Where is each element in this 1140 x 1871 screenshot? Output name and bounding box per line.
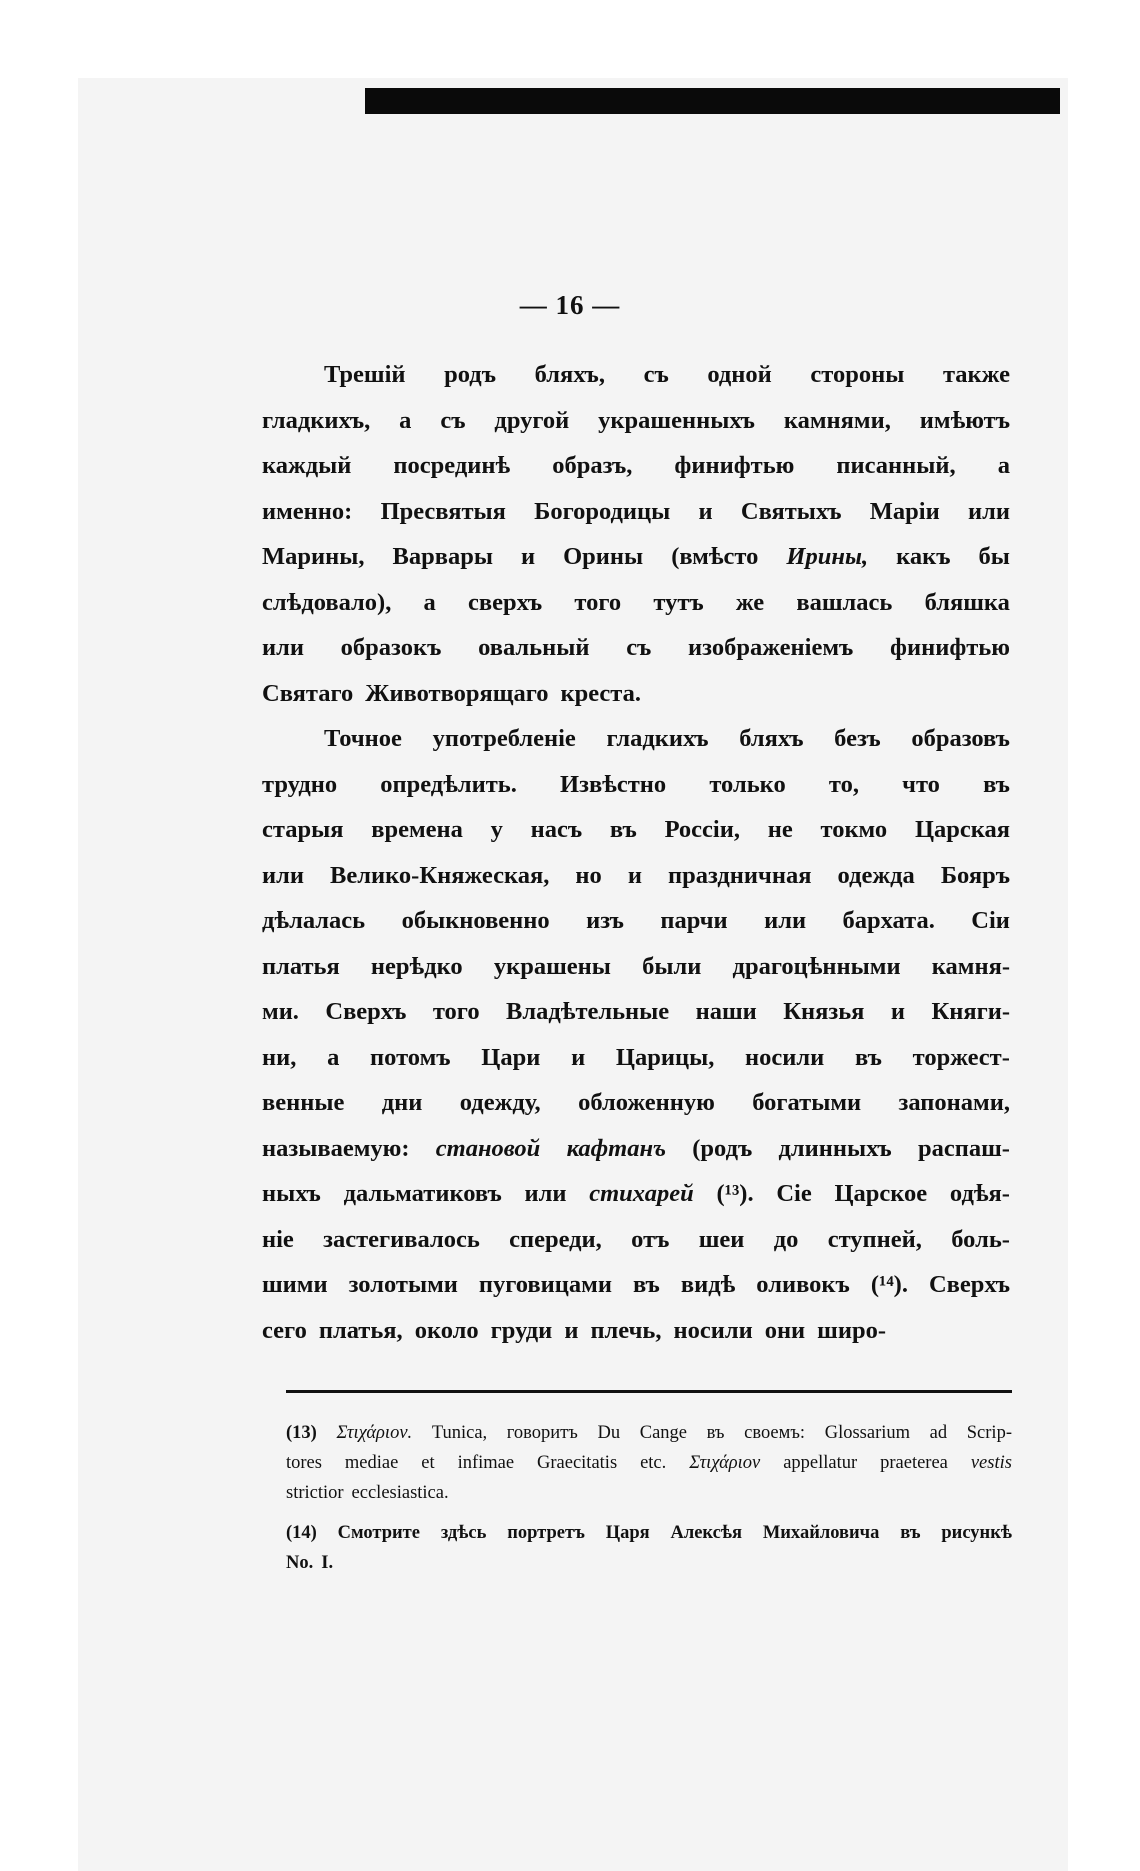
word: Владѣтельные — [506, 998, 670, 1025]
word: Пресвятыя — [380, 497, 506, 525]
word: Россіи, — [664, 816, 740, 843]
word: того — [574, 588, 622, 616]
footnote-word: Tunica, — [431, 1423, 488, 1443]
word: камнями, — [783, 406, 891, 434]
word: оливокъ — [756, 1271, 850, 1298]
word: того — [432, 998, 480, 1025]
word: какъ — [896, 543, 951, 570]
word: обыкновенно — [401, 907, 550, 934]
word: образокъ — [340, 634, 442, 661]
word: одежду, — [459, 1089, 541, 1116]
word: или — [262, 634, 304, 661]
word: торжест- — [912, 1043, 1010, 1071]
word: имѣютъ — [919, 406, 1010, 434]
footnote-word: портретъ — [507, 1523, 585, 1543]
word: одной — [707, 361, 772, 388]
word: видѣ — [680, 1271, 736, 1298]
text-line — [262, 944, 1010, 990]
footnote-line — [286, 1548, 1012, 1578]
text-line — [262, 1217, 1010, 1263]
word: (вмѣсто — [671, 543, 759, 570]
word: Князья — [783, 998, 865, 1025]
text-line — [262, 853, 1010, 899]
word: также — [942, 361, 1010, 388]
text-line — [262, 989, 1010, 1035]
word: нерѣдко — [370, 952, 463, 980]
text-line — [262, 625, 1010, 671]
word: Царицы, — [615, 1043, 715, 1071]
word: образовъ — [911, 725, 1010, 752]
word: около — [414, 1316, 479, 1344]
word: бляхъ, — [534, 361, 605, 388]
word: Трешій — [324, 361, 406, 388]
word: венные — [262, 1089, 345, 1116]
word: спереди, — [509, 1225, 602, 1253]
word: и — [520, 543, 536, 570]
footnote-line — [286, 1448, 1012, 1478]
word: Сіе — [776, 1180, 812, 1207]
text-line — [262, 671, 1010, 717]
word: ніе — [262, 1225, 294, 1253]
word: платья — [262, 952, 340, 980]
word: тутъ — [653, 588, 704, 616]
word: но — [575, 861, 602, 889]
word: Маріи — [869, 497, 940, 525]
footnote-word: praeterea — [880, 1453, 948, 1473]
footnote-word: I. — [321, 1553, 334, 1573]
word: ступней, — [827, 1225, 922, 1253]
footnote-word: Στιχάριον — [689, 1453, 761, 1473]
word: пуговицами — [478, 1271, 612, 1298]
word: финифтью — [674, 452, 795, 479]
word: финифтью — [890, 634, 1010, 661]
footnote-word: ecclesiastica. — [351, 1483, 449, 1503]
text-line — [262, 398, 1010, 444]
word: Извѣстно — [560, 770, 667, 798]
word: камня- — [931, 952, 1010, 980]
word: писанный, — [836, 452, 956, 479]
footnote-word: vestis — [970, 1453, 1012, 1473]
text-line — [262, 1126, 1010, 1172]
word: плечь, — [590, 1316, 662, 1344]
text-line — [262, 580, 1010, 626]
text-line — [262, 807, 1010, 853]
word: родъ — [444, 361, 496, 388]
word: старыя — [262, 816, 344, 843]
word: обложенную — [578, 1089, 715, 1116]
word: съ — [440, 406, 466, 434]
body-text — [262, 352, 1010, 1353]
text-line — [262, 1262, 1010, 1308]
text-line — [262, 762, 1010, 808]
word: застегивалось — [323, 1225, 480, 1253]
word: шеи — [698, 1225, 745, 1253]
text-line — [262, 1035, 1010, 1081]
footnote-13 — [286, 1418, 1012, 1508]
word: посрединѣ — [393, 452, 511, 479]
word: ни, — [262, 1043, 297, 1071]
word: съ — [643, 361, 669, 388]
word: золотыми — [348, 1271, 458, 1298]
word: Варвары — [392, 543, 493, 570]
word: изъ — [586, 907, 624, 934]
word: шими — [262, 1271, 328, 1298]
word: дѣлалась — [262, 907, 366, 934]
footnote-word: своемъ: — [744, 1423, 806, 1443]
word: другой — [494, 406, 570, 434]
word: въ — [854, 1043, 882, 1071]
word: они — [764, 1316, 806, 1344]
word: слѣдовало), — [262, 588, 392, 616]
word: (¹⁴). — [870, 1271, 908, 1298]
word: сверхъ — [468, 588, 543, 616]
footnote-word: рисункѣ — [941, 1523, 1012, 1543]
footnote-word: etc. — [640, 1453, 667, 1473]
word: отъ — [631, 1225, 670, 1253]
footnote-word: et — [421, 1453, 435, 1473]
word: парчи — [660, 907, 728, 934]
word: и — [890, 998, 905, 1025]
word: не — [767, 816, 793, 843]
footnote-word: въ — [900, 1523, 921, 1543]
word: гладкихъ, — [262, 406, 371, 434]
word: Святаго — [262, 679, 354, 707]
footnote-word: здѣсь — [440, 1523, 487, 1543]
word: овальный — [478, 634, 590, 661]
word: или — [524, 1180, 567, 1207]
footnote-word: No. — [286, 1553, 314, 1573]
footnote-word: Cange — [639, 1423, 688, 1443]
word: драгоцѣнными — [732, 952, 901, 980]
footnote-word: Алексѣя — [670, 1523, 742, 1543]
footnote-word: (13) — [286, 1423, 317, 1443]
word: только — [709, 770, 786, 798]
word: Ирины, — [786, 543, 869, 570]
word: Княги- — [931, 998, 1010, 1025]
word: стороны — [810, 361, 905, 388]
word: Царская — [914, 816, 1010, 843]
word: образъ, — [552, 452, 633, 479]
word: Сверхъ — [325, 998, 407, 1025]
word: опредѣлить. — [380, 770, 517, 798]
word: ныхъ — [262, 1180, 321, 1207]
footnote-14 — [286, 1518, 1012, 1578]
footnote-line — [286, 1478, 1012, 1508]
word: Бояръ — [940, 861, 1010, 889]
word: сего — [262, 1316, 307, 1344]
footnote-word: въ — [706, 1423, 725, 1443]
footnote-word: (14) — [286, 1523, 317, 1543]
word: Велико-Княжеская, — [330, 861, 550, 889]
word: или — [262, 861, 304, 889]
footnote-word: appellatur — [783, 1453, 858, 1473]
word: изображеніемъ — [688, 634, 854, 661]
word: или — [967, 497, 1010, 525]
word: бы — [978, 543, 1010, 570]
word: украшенныхъ — [598, 406, 755, 434]
footnote-word: Царя — [605, 1523, 650, 1543]
text-line — [262, 352, 1010, 398]
word: называемую: — [262, 1134, 410, 1162]
word: наши — [695, 998, 757, 1025]
word: и — [571, 1043, 586, 1071]
footnote-word: Смотрите — [337, 1523, 420, 1543]
footnote-word: Scrip- — [966, 1423, 1012, 1443]
word: въ — [983, 770, 1010, 798]
word: Богородицы — [534, 497, 671, 525]
page-number: — 16 — — [519, 290, 621, 320]
word: до — [773, 1225, 799, 1253]
word: времена — [371, 816, 463, 843]
text-line — [262, 898, 1010, 944]
text-line — [262, 443, 1010, 489]
footnote-word: ad — [929, 1423, 948, 1443]
text-line — [262, 1171, 1010, 1217]
word: бархата. — [842, 907, 935, 934]
scan-edge-bar — [365, 88, 1060, 114]
word: у — [490, 816, 503, 843]
word: дни — [381, 1089, 423, 1116]
word: именно: — [262, 497, 353, 525]
word: стихарей — [589, 1180, 694, 1207]
word: Точное — [324, 725, 402, 752]
word: а — [327, 1043, 340, 1071]
word: насъ — [530, 816, 583, 843]
word: ми. — [262, 998, 299, 1025]
word: широ- — [817, 1316, 887, 1344]
word: и — [698, 497, 713, 525]
word: съ — [626, 634, 652, 661]
footnote-word: Στιχάριον. — [336, 1423, 413, 1443]
word: носили — [745, 1043, 825, 1071]
word: бляхъ — [739, 725, 804, 752]
word: распаш- — [917, 1134, 1010, 1162]
word: украшены — [493, 952, 611, 980]
word: кафтанъ — [566, 1134, 666, 1162]
word: Святыхъ — [740, 497, 842, 525]
text-line — [262, 489, 1010, 535]
word: употребленіе — [432, 725, 576, 752]
word: Орины — [563, 543, 644, 570]
word: же — [735, 588, 765, 616]
word: а — [399, 406, 412, 434]
word: были — [642, 952, 702, 980]
word: боль- — [951, 1225, 1010, 1253]
text-line — [262, 716, 1010, 762]
footnote-word: tores — [286, 1453, 322, 1473]
word: въ — [632, 1271, 660, 1298]
word: платья, — [318, 1316, 403, 1344]
footnote-line — [286, 1418, 1012, 1448]
word: токмо — [820, 816, 888, 843]
word: Сверхъ — [928, 1271, 1010, 1298]
word: гладкихъ — [606, 725, 709, 752]
text-line — [262, 534, 1010, 580]
word: (родъ — [692, 1134, 753, 1162]
word: одѣя- — [949, 1180, 1010, 1207]
word: а — [997, 452, 1010, 479]
word: становой — [435, 1134, 541, 1162]
footnote-line — [286, 1518, 1012, 1548]
word: богатыми — [752, 1089, 862, 1116]
footnote-word: Graecitatis — [537, 1453, 618, 1473]
footnote-word: говоритъ — [506, 1423, 578, 1443]
footnote-word: Glossarium — [824, 1423, 911, 1443]
word: въ — [609, 816, 637, 843]
word: что — [902, 770, 940, 798]
footnote-word: Du — [597, 1423, 621, 1443]
word: креста. — [560, 679, 641, 707]
word: груди — [490, 1316, 553, 1344]
footnote-word: infimae — [457, 1453, 515, 1473]
word: то, — [828, 770, 859, 798]
word: а — [423, 588, 436, 616]
word: и — [564, 1316, 579, 1344]
text-line — [262, 1080, 1010, 1126]
footnote-word: strictior — [286, 1483, 344, 1503]
word: одежда — [837, 861, 915, 889]
word: Марины, — [262, 543, 365, 570]
word: вашлась — [796, 588, 893, 616]
word: Царское — [834, 1180, 928, 1207]
word: бляшка — [924, 588, 1010, 616]
footnotes — [286, 1418, 1012, 1588]
word: носили — [673, 1316, 753, 1344]
text-line — [262, 1308, 1010, 1354]
word: безъ — [834, 725, 881, 752]
word: каждый — [262, 452, 352, 479]
word: дальматиковъ — [343, 1180, 502, 1207]
word: запонами, — [898, 1089, 1010, 1116]
footnote-word: mediae — [344, 1453, 399, 1473]
word: или — [764, 907, 807, 934]
word: (¹³). — [716, 1180, 754, 1207]
word: Животворящаго — [365, 679, 549, 707]
word: Сіи — [971, 907, 1010, 934]
word: длинныхъ — [778, 1134, 892, 1162]
footnote-rule — [286, 1390, 1012, 1393]
word: потомъ — [370, 1043, 451, 1071]
word: Цари — [481, 1043, 541, 1071]
footnote-word: Михайловича — [762, 1523, 880, 1543]
word: трудно — [262, 770, 338, 798]
word: праздничная — [668, 861, 812, 889]
word: и — [627, 861, 642, 889]
